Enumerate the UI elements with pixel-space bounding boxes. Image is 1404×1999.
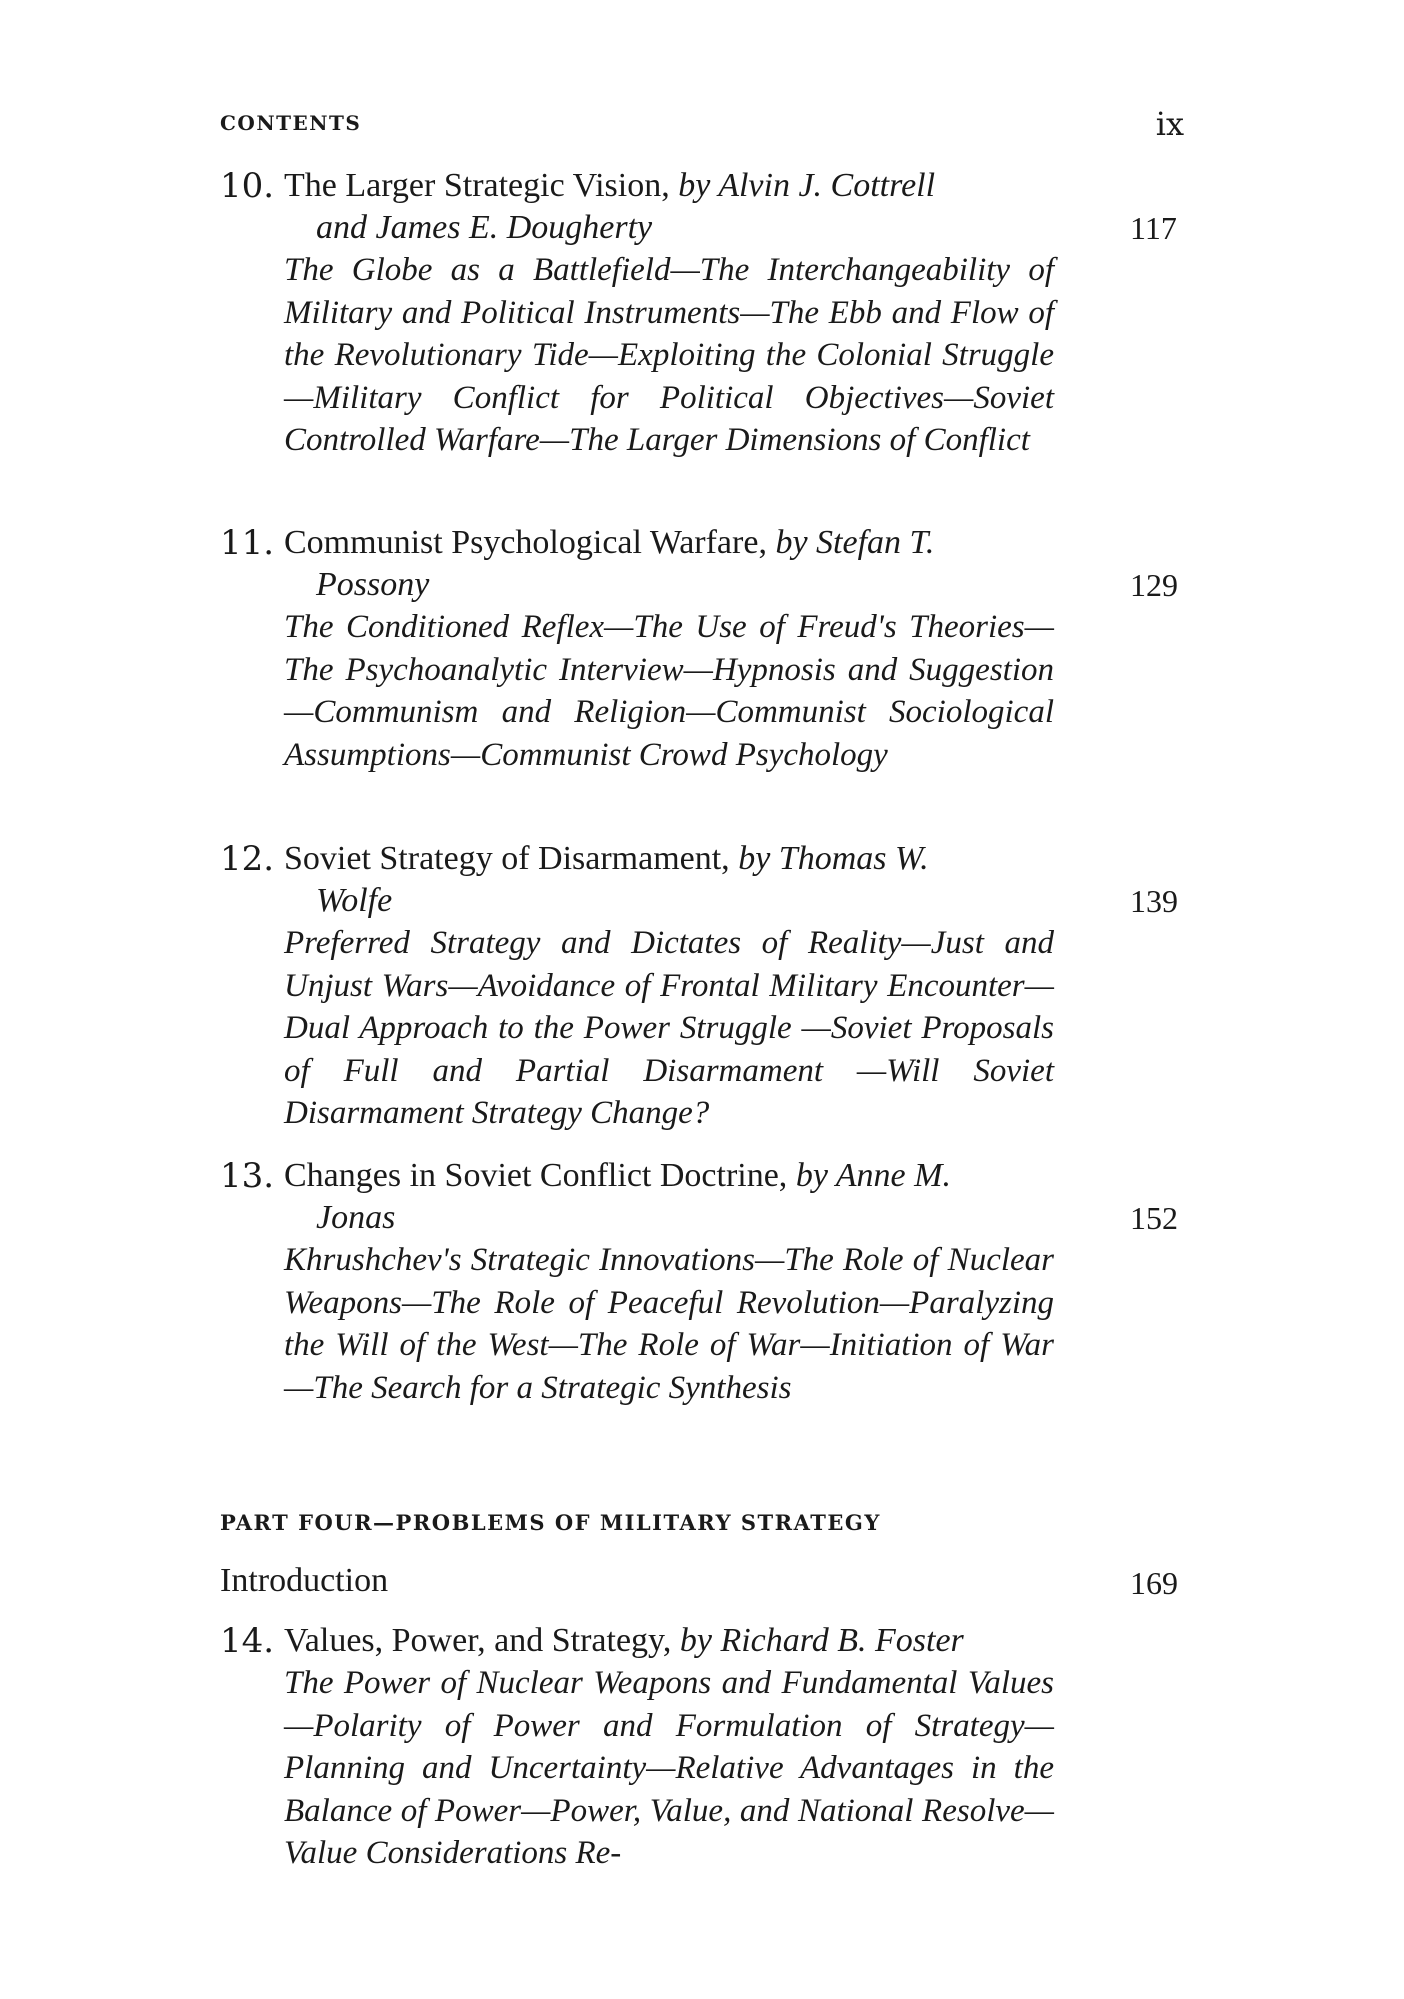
entry-body (284, 165, 1054, 462)
chapter-description: The Globe as a Battlefield—The Interchangeability of Military and Political Instruments—The Ebb and Flow of the Revolutionary Tide—Exploiting the Colonial Struggle—Military Conflict for Political Objectives—Soviet Controlled Warfare—The Larger Dimensions of Conflict (284, 252, 1054, 458)
chapter-description: Preferred Strategy and Dictates of Reality—Just and Unjust Wars—Avoidance of Frontal Military Encounter—Dual Approach to the Power Struggle —Soviet Proposals of Full and Partial Disarmament —Will Soviet Disarmament Strategy Change? (284, 925, 1054, 1131)
author-continued: and James E. Dougherty (316, 209, 653, 246)
author-text: by Stefan T. (775, 524, 935, 561)
author-text: by Anne M. (795, 1157, 951, 1194)
toc-entry[interactable] (220, 522, 1184, 776)
toc-entry[interactable] (220, 1155, 1184, 1409)
introduction-page-ref: 169 (1130, 1565, 1178, 1601)
page-ref: 129 (1130, 567, 1178, 603)
page-ref: 152 (1130, 1200, 1178, 1236)
toc-entry[interactable] (220, 838, 1184, 1135)
chapter-title (284, 522, 1054, 606)
entry-body (284, 1620, 1054, 1875)
entry-body (284, 838, 1054, 1135)
chapter-title (284, 1620, 1054, 1662)
toc-entry[interactable] (220, 1620, 1184, 1875)
chapter-number: 13. (220, 1156, 275, 1196)
author-continued: Wolfe (316, 882, 393, 919)
chapter-title (284, 165, 1054, 249)
title-text: Changes in Soviet Conflict Doctrine, (284, 1157, 788, 1194)
page-ref: 117 (1130, 210, 1177, 246)
chapter-number: 14. (220, 1621, 275, 1661)
chapter-title (284, 838, 1054, 922)
chapter-number: 11. (220, 523, 275, 563)
author-text: by Thomas W. (738, 840, 929, 877)
toc-entry[interactable] (220, 165, 1184, 462)
chapter-title (284, 1155, 1054, 1239)
author-text: by Richard B. Foster (679, 1622, 964, 1659)
chapter-description: Khrushchev's Strategic Innovations—The Role of Nuclear Weapons—The Role of Peaceful Revolution—Paralyzing the Will of the West—The Role of War—Initiation of War—The Search for a Strategic Synthesis (284, 1242, 1054, 1406)
chapter-number: 12. (220, 839, 275, 879)
page-header (220, 105, 1184, 145)
part-heading: PART FOUR—PROBLEMS OF MILITARY STRATEGY (220, 1510, 881, 1535)
page-ref: 139 (1130, 883, 1178, 919)
chapter-description: The Conditioned Reflex—The Use of Freud's Theories—The Psychoanalytic Interview—Hypnosis and Suggestion—Communism and Religion—Communist Sociological Assumptions—Communist Crowd Psychology (284, 609, 1054, 773)
author-text: by Alvin J. Cottrell (678, 167, 936, 204)
page-number: ix (1155, 105, 1184, 143)
entry-body (284, 1155, 1054, 1409)
title-text: The Larger Strategic Vision, (284, 167, 670, 204)
author-continued: Jonas (316, 1199, 396, 1236)
title-text: Values, Power, and Strategy, (284, 1622, 672, 1659)
author-continued: Possony (316, 566, 430, 603)
title-text: Communist Psychological Warfare, (284, 524, 767, 561)
running-head: CONTENTS (220, 111, 362, 135)
entry-body (284, 522, 1054, 776)
chapter-description: The Power of Nuclear Weapons and Fundamental Values—Polarity of Power and Formulation of Strategy—Planning and Uncertainty—Relative Advantages in the Balance of Power—Power, Value, and National Resolve—Value Considerations Re- (284, 1665, 1054, 1871)
introduction-entry[interactable]: Introduction (220, 1562, 389, 1599)
title-text: Soviet Strategy of Disarmament, (284, 840, 730, 877)
chapter-number: 10. (220, 166, 275, 206)
